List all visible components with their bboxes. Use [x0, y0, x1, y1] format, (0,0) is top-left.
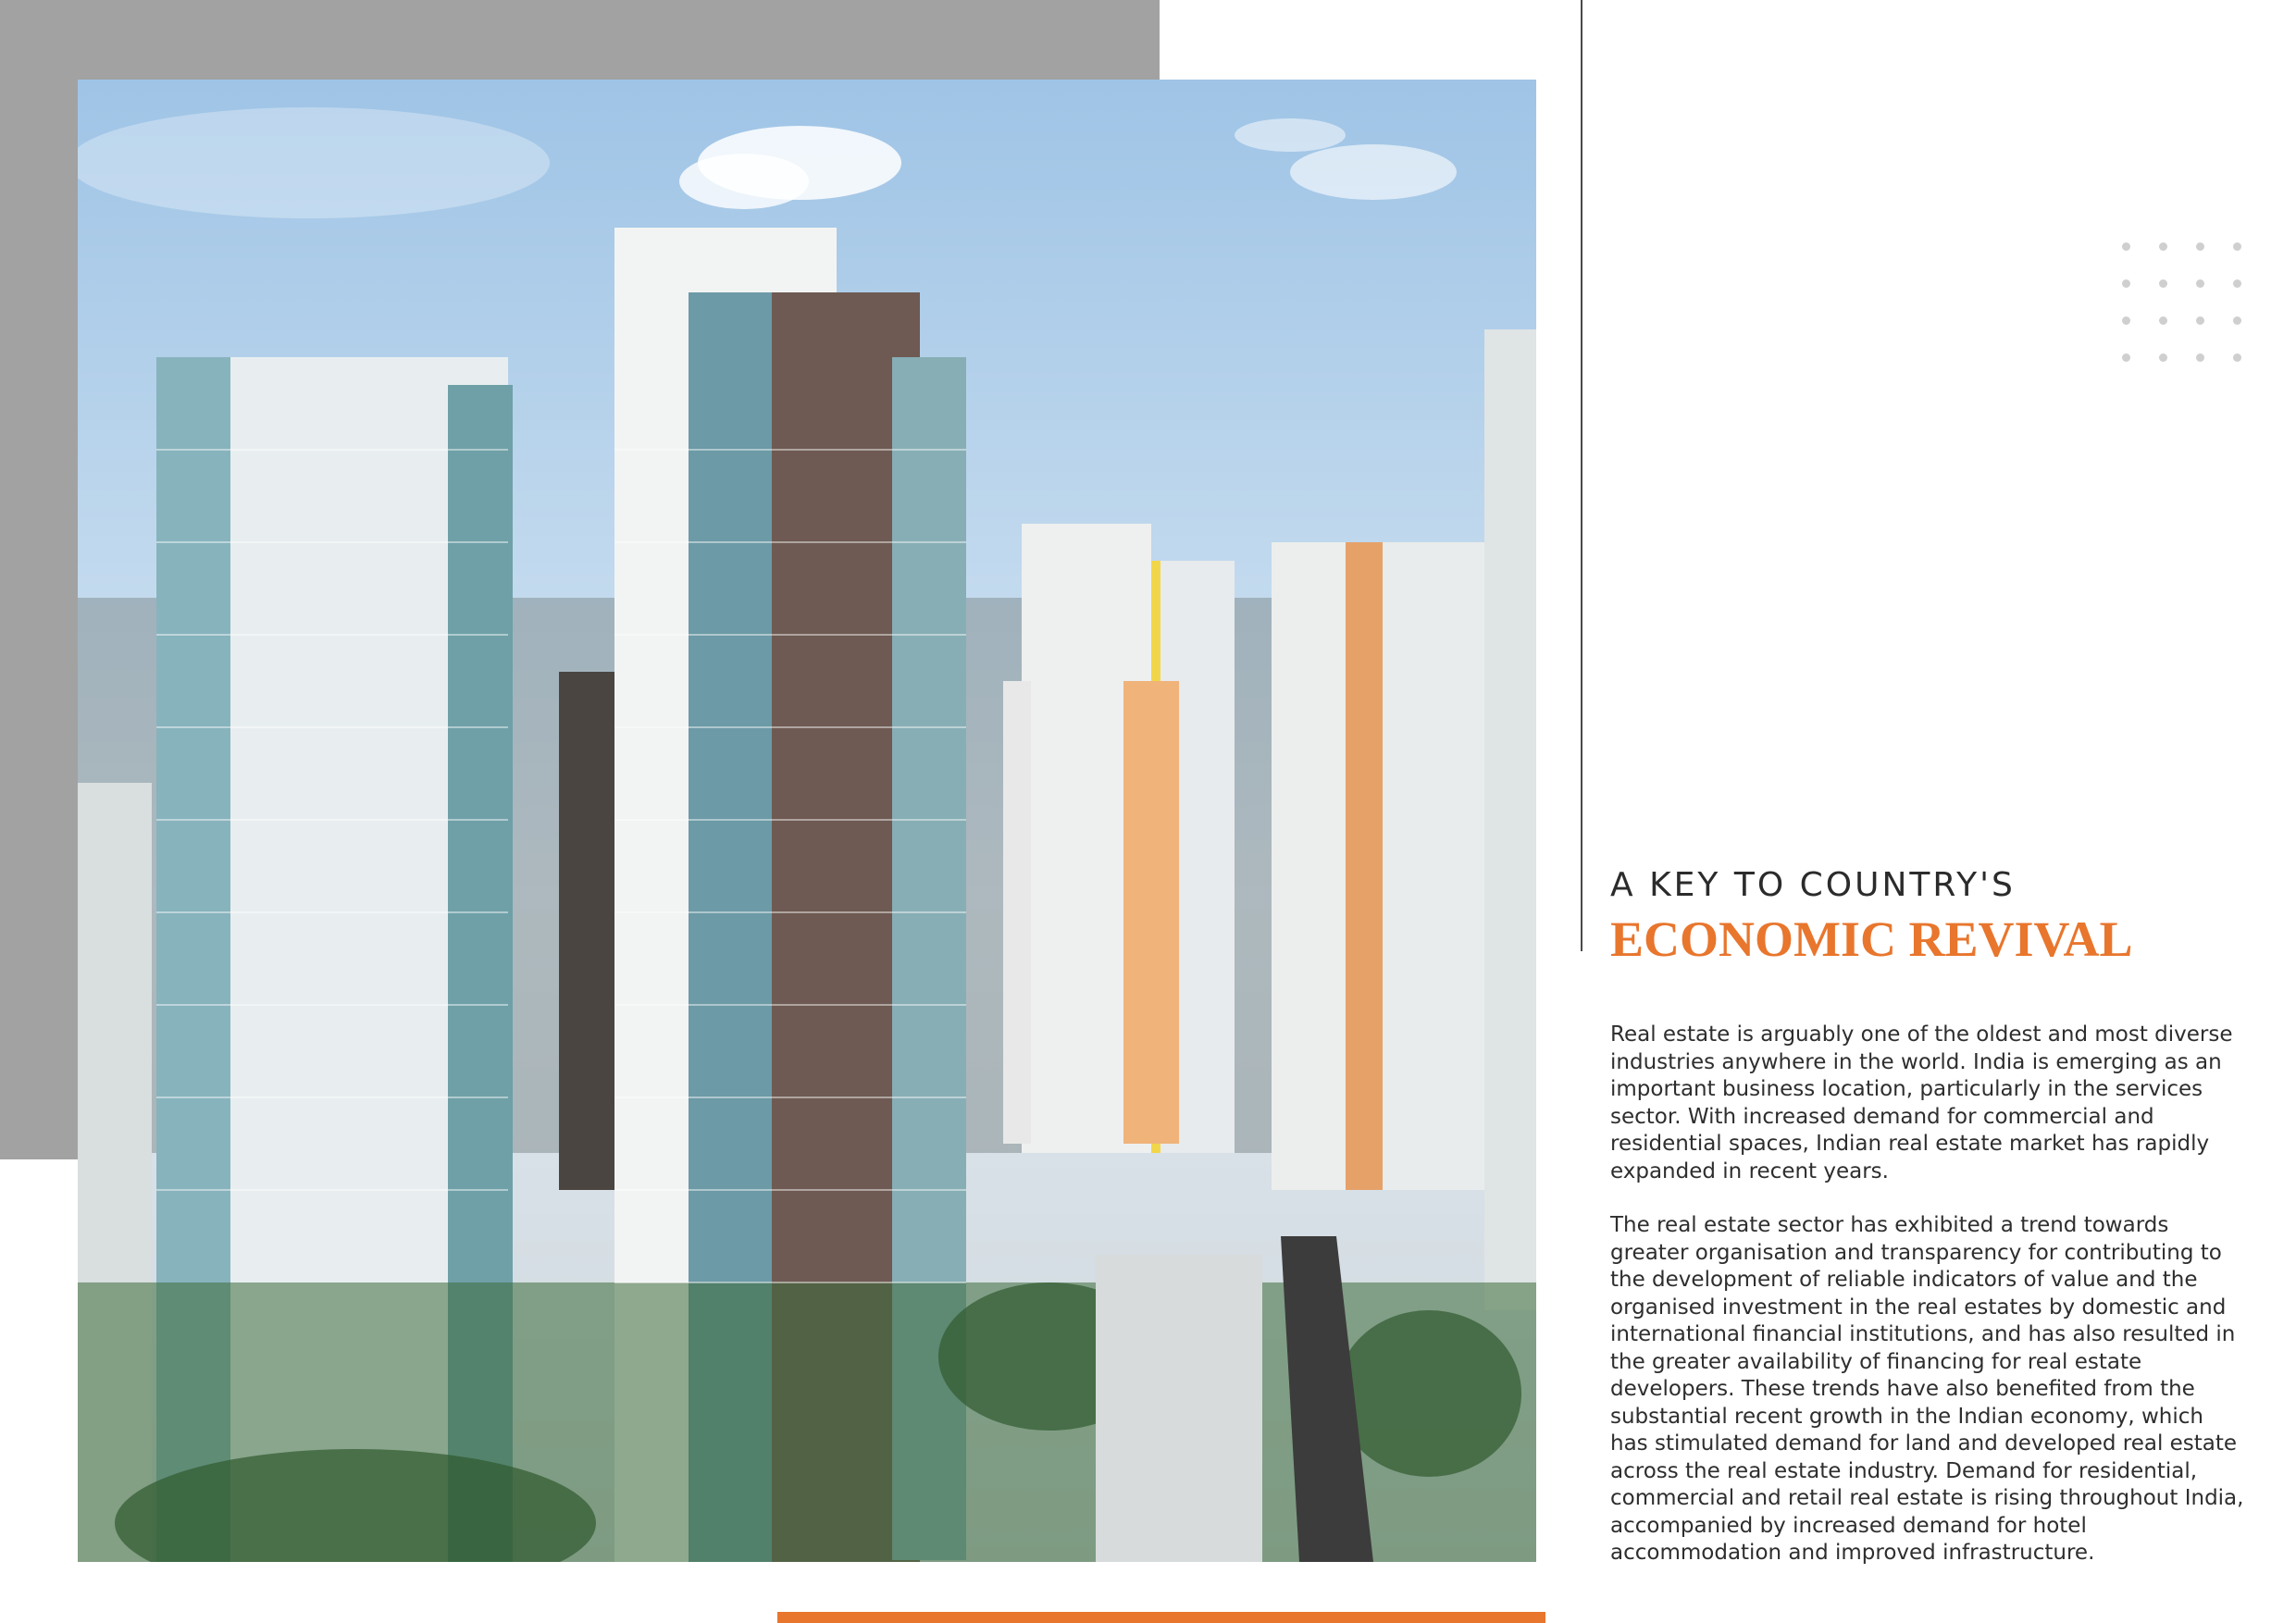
- dot: [2196, 242, 2204, 251]
- dot: [2122, 316, 2130, 325]
- dot: [2122, 242, 2130, 251]
- dot: [2233, 279, 2241, 288]
- dot: [2233, 316, 2241, 325]
- heading-line-1: A KEY TO COUNTRY'S: [1610, 866, 2016, 904]
- dot-grid-decoration: [2122, 242, 2252, 372]
- dot: [2159, 279, 2167, 288]
- body-paragraph: The real estate sector has exhibited a trend towards greater organisation and transparency for contributing to the development of reliable indicators of value and the organised investment in the real estates by domestic and international financial institutions, and has also resulted in the greater availability of financing for real estate developers. These trends have also benefited from the substantial recent growth in the Indian economy, which has stimulated demand for land and developed real estate across the real estate industry. Demand for residential, commercial and retail real estate is rising throughout India, accompanied by increased demand for hotel accommodation and improved infrastructure.: [1610, 1213, 2244, 1565]
- dot: [2196, 353, 2204, 362]
- dot: [2159, 353, 2167, 362]
- city-high-rise-towers-photo: [78, 80, 1536, 1562]
- dot: [2122, 353, 2130, 362]
- dot: [2196, 279, 2204, 288]
- vertical-divider-line: [1581, 0, 1582, 951]
- dot: [2159, 242, 2167, 251]
- body-text: [1610, 1022, 2245, 1594]
- dot: [2159, 316, 2167, 325]
- section-heading: [1610, 865, 2133, 967]
- dot: [2233, 353, 2241, 362]
- orange-accent-bar: [777, 1612, 1545, 1623]
- dot: [2196, 316, 2204, 325]
- heading-line-2: ECONOMIC REVIVAL: [1610, 911, 2133, 967]
- dot: [2122, 279, 2130, 288]
- dot: [2233, 242, 2241, 251]
- body-paragraph: Real estate is arguably one of the oldest and most diverse industries anywhere in the world. India is emerging as an important business location, particularly in the services sector. With increased demand for commercial and residential spaces, Indian real estate market has rapidly expanded in recent years.: [1610, 1022, 2233, 1183]
